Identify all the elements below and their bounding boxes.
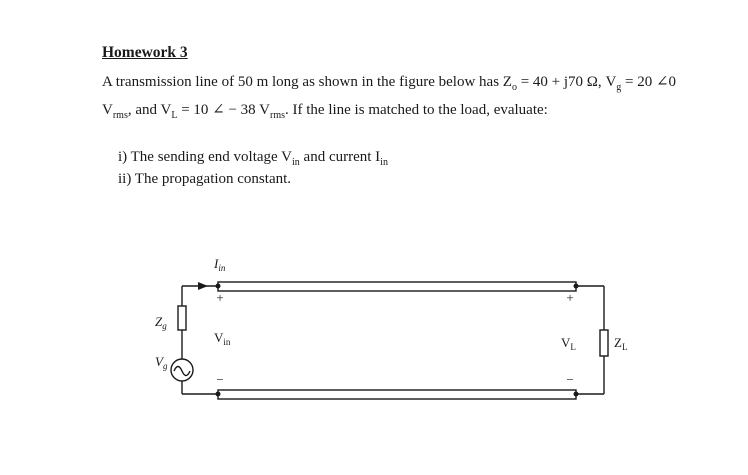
input-top-terminal (216, 284, 221, 289)
iin-label: $I_{in}$ (214, 256, 226, 273)
zg-label: $Z_g$ (155, 314, 167, 331)
vg-symbol: V (605, 74, 617, 90)
q1-vin-subscript: in (292, 157, 300, 168)
problem-text-3: = 20 ∠0 V (102, 74, 677, 118)
zl-label: $Z_L$ (614, 335, 628, 352)
q1-text-b: and current I (299, 149, 381, 165)
problem-text-5: = 10 ∠ − 38 V (177, 102, 270, 118)
question-2: ii) The propagation constant. (118, 171, 292, 187)
homework-title: Homework 3 (102, 44, 188, 61)
problem-text-1: A transmission line of 50 m long as shown in the figure below has Z (102, 74, 512, 90)
vrms-subscript-1: rms (112, 110, 128, 121)
z0-subscript: o (511, 82, 517, 93)
q1-iin-subscript: in (380, 157, 388, 168)
output-plus-sign: + (566, 290, 574, 305)
vg-label: $V_g$ (155, 354, 168, 371)
output-top-terminal (574, 284, 579, 289)
q1-text-a: i) The sending end voltage V (118, 149, 292, 165)
current-arrow-icon (198, 282, 208, 290)
problem-text-2: = 40 + j70 Ω, (516, 74, 602, 90)
output-minus-sign: − (566, 372, 574, 387)
top-conductor (218, 282, 576, 291)
zl-resistor (600, 330, 608, 356)
problem-text-4: , and V (127, 102, 172, 118)
output-bottom-terminal (574, 392, 579, 397)
vrms-subscript-2: rms (270, 110, 285, 121)
input-bottom-terminal (216, 392, 221, 397)
vl-label: $V_L$ (561, 335, 576, 352)
vin-label: $V_{in}$ (214, 330, 231, 347)
vg-subscript: g (616, 82, 622, 93)
input-minus-sign: − (216, 372, 224, 387)
zg-resistor (178, 306, 186, 330)
bottom-conductor (218, 390, 576, 399)
input-plus-sign: + (216, 290, 224, 305)
vl-subscript: L (171, 110, 178, 121)
problem-text-6: . If the line is matched to the load, evaluate: (285, 102, 548, 118)
sine-wave-icon (174, 367, 190, 376)
